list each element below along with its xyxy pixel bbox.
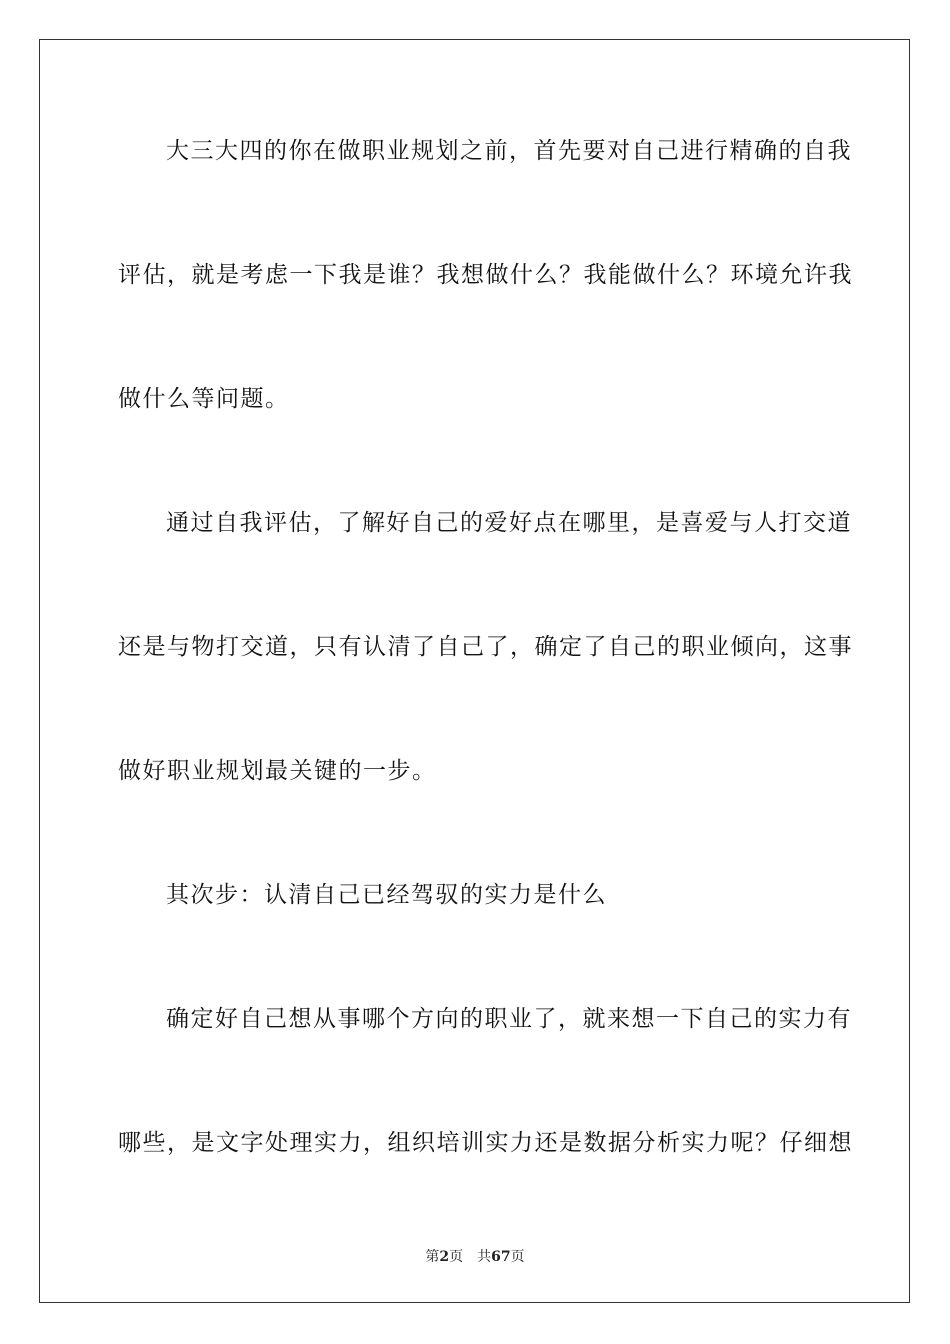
page-number: 2	[439, 1249, 450, 1265]
paragraph-line: 做好职业规划最关键的一步。	[118, 758, 437, 784]
paragraph-line: 哪些，是文字处理实力，组织培训实力还是数据分析实力呢？仔细想	[118, 1130, 853, 1156]
page-footer	[0, 1248, 950, 1266]
total-prefix: 共	[477, 1249, 492, 1265]
page-prefix: 第	[425, 1249, 440, 1265]
paragraph-line: 确定好自己想从事哪个方向的职业了，就来想一下自己的实力有	[166, 1006, 852, 1032]
paragraph-line: 大三大四的你在做职业规划之前，首先要对自己进行精确的自我	[166, 138, 852, 164]
paragraph-line: 评估，就是考虑一下我是谁？我想做什么？我能做什么？环境允许我	[118, 262, 853, 288]
page-suffix: 页	[449, 1249, 464, 1265]
section-heading: 其次步：认清自己已经驾驭的实力是什么	[166, 882, 607, 908]
total-suffix: 页	[510, 1249, 525, 1265]
paragraph-line: 还是与物打交道，只有认清了自己了，确定了自己的职业倾向，这事	[118, 634, 853, 660]
total-pages: 67	[491, 1249, 511, 1265]
paragraph-line: 通过自我评估，了解好自己的爱好点在哪里，是喜爱与人打交道	[166, 510, 852, 536]
page-border	[39, 39, 910, 1303]
paragraph-line: 做什么等问题。	[118, 386, 290, 412]
